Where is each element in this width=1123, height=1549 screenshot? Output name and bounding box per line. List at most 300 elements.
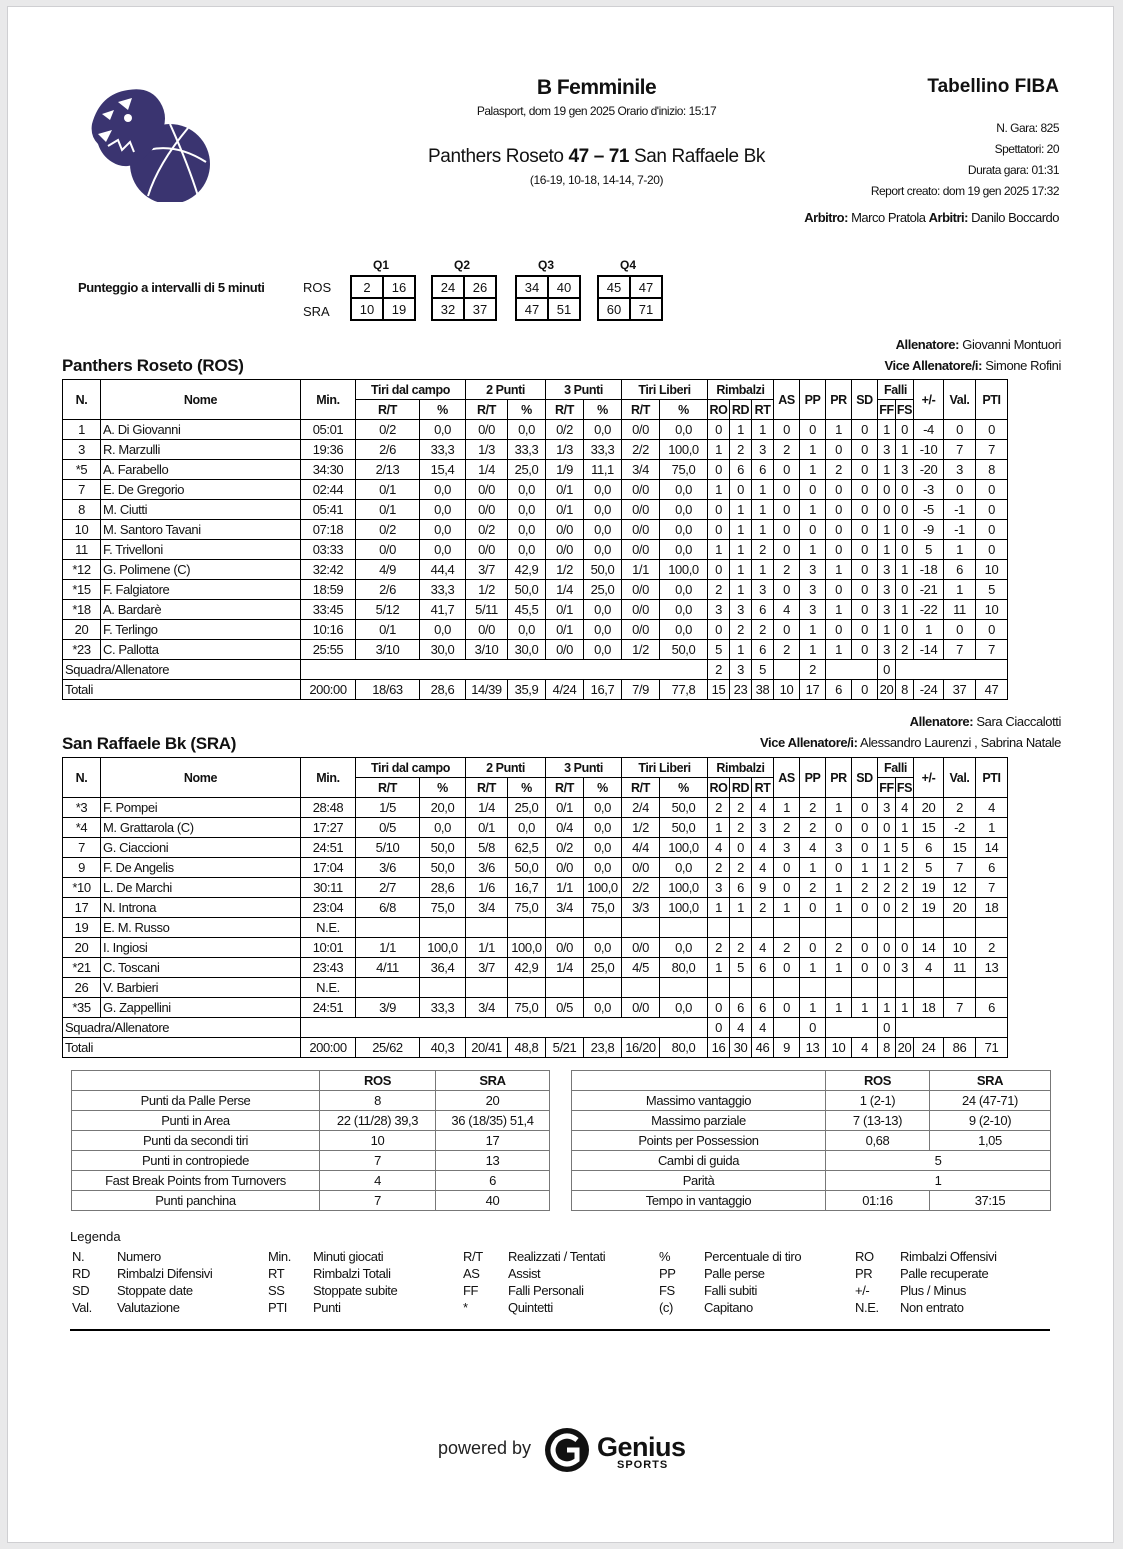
legend-key: Min.	[268, 1249, 291, 1264]
player-stat: 0/0	[622, 500, 660, 520]
player-stat: 1	[730, 420, 752, 440]
player-stat: 2	[730, 440, 752, 460]
player-stat: 0	[896, 938, 914, 958]
player-stat: 0/1	[466, 818, 508, 838]
player-name: C. Toscani	[101, 958, 301, 978]
player-number: *4	[63, 818, 101, 838]
header-steals: PR	[826, 758, 852, 798]
totals-stat: 35,9	[508, 680, 546, 700]
player-stat: 0/0	[546, 938, 584, 958]
venue-info: Palasport, dom 19 gen 2025 Orario d'inizio: 15:17	[476, 104, 717, 118]
player-stat: 3	[878, 798, 896, 818]
team-coach-row	[63, 660, 1008, 680]
player-stat: 2/7	[356, 878, 420, 898]
player-stat: 03:33	[301, 540, 356, 560]
player-stat: 2	[752, 620, 774, 640]
player-stat: -18	[914, 560, 944, 580]
game-duration: Durata gara: 01:31	[967, 163, 1059, 177]
player-stat: 14	[976, 838, 1008, 858]
player-stat: 1/5	[356, 798, 420, 818]
empty-cell	[878, 918, 896, 938]
stat-label: Fast Break Points from Turnovers	[72, 1171, 320, 1191]
player-name: A. Farabello	[101, 460, 301, 480]
interval-box	[431, 275, 497, 321]
player-number: 17	[63, 898, 101, 918]
player-name: F. Falgiatore	[101, 580, 301, 600]
player-stat: 1	[826, 420, 852, 440]
ros-coach	[896, 337, 1061, 352]
legend-description: Falli subiti	[704, 1283, 757, 1298]
header-sub-rt: R/T	[546, 400, 584, 420]
header-sub-pct: %	[508, 400, 546, 420]
player-stat: 6	[752, 958, 774, 978]
player-stat: 50,0	[420, 858, 466, 878]
player-stat: 0	[976, 500, 1008, 520]
player-stat: 1	[800, 460, 826, 480]
player-stat: 23:43	[301, 958, 356, 978]
player-stat: 1	[800, 540, 826, 560]
empty-cell	[914, 918, 944, 938]
player-stat: 1	[708, 898, 730, 918]
header-free-throws: Tiri Liberi	[622, 758, 708, 778]
player-name: F. Terlingo	[101, 620, 301, 640]
legend-description: Rimbalzi Offensivi	[900, 1249, 997, 1264]
totals-stat: 200:00	[301, 680, 356, 700]
empty-cell	[708, 978, 730, 998]
player-stat: 0,0	[660, 420, 708, 440]
interval-score: 40	[548, 276, 580, 298]
header-two-points: 2 Punti	[466, 758, 546, 778]
player-stat: 6	[730, 998, 752, 1018]
coach-label: Allenatore:	[895, 337, 960, 352]
player-stat: 0,0	[660, 480, 708, 500]
empty-cell	[896, 1018, 1008, 1038]
player-row	[63, 480, 1008, 500]
empty-cell	[622, 978, 660, 998]
player-stat: 4	[752, 938, 774, 958]
player-stat: 1/1	[546, 878, 584, 898]
header-steals: PR	[826, 380, 852, 420]
totals-stat: 4/24	[546, 680, 584, 700]
player-stat: 1	[708, 818, 730, 838]
interval-team-code: SRA	[303, 304, 330, 319]
player-stat: 0/0	[546, 858, 584, 878]
player-stat: -22	[914, 600, 944, 620]
player-stat: 15	[914, 818, 944, 838]
totals-stat: 4	[852, 1038, 878, 1058]
player-stat: 2	[708, 938, 730, 958]
legend-description: Minuti giocati	[313, 1249, 384, 1264]
game-stats-table	[571, 1070, 1051, 1211]
player-stat: 0	[896, 420, 914, 440]
player-stat: 1	[826, 878, 852, 898]
player-stat: 0	[852, 420, 878, 440]
player-stat: 2	[976, 938, 1008, 958]
game-stat-row	[572, 1191, 1051, 1211]
empty-cell	[752, 978, 774, 998]
empty-cell	[508, 918, 546, 938]
totals-stat: 8	[878, 1038, 896, 1058]
player-number: 10	[63, 520, 101, 540]
player-stat: 0,0	[420, 420, 466, 440]
legend-key: SD	[72, 1283, 90, 1298]
legend-description: Numero	[117, 1249, 161, 1264]
ros-boxscore-table	[62, 379, 1008, 700]
squad-rt: 5	[752, 660, 774, 680]
player-stat: 30,0	[508, 640, 546, 660]
player-stat: 2	[774, 640, 800, 660]
player-stat: 1	[752, 480, 774, 500]
player-stat: 100,0	[660, 838, 708, 858]
stat-label: Punti in contropiede	[72, 1151, 320, 1171]
player-stat: 3	[878, 440, 896, 460]
player-stat: 3	[800, 600, 826, 620]
player-number: *21	[63, 958, 101, 978]
header-sub-pct: %	[584, 400, 622, 420]
player-stat: 0	[826, 480, 852, 500]
player-stat: 19:36	[301, 440, 356, 460]
empty-cell	[976, 978, 1008, 998]
stat-value: 9 (2-10)	[930, 1111, 1051, 1131]
player-row	[63, 620, 1008, 640]
player-stat: 0,0	[584, 520, 622, 540]
player-stat: 2	[774, 560, 800, 580]
totals-stat: 40,3	[420, 1038, 466, 1058]
totals-stat: 30	[730, 1038, 752, 1058]
player-stat: 6	[976, 858, 1008, 878]
player-stat: 0	[774, 500, 800, 520]
player-number: *35	[63, 998, 101, 1018]
player-stat: 1	[896, 998, 914, 1018]
header-sub-rd: RD	[730, 400, 752, 420]
squad-ro: 0	[708, 1018, 730, 1038]
totals-stat: 20	[878, 680, 896, 700]
player-stat: 0,0	[584, 420, 622, 440]
header-sub-rt: R/T	[622, 778, 660, 798]
player-name: M. Ciutti	[101, 500, 301, 520]
empty-header	[572, 1071, 826, 1091]
header-sub-rd: RD	[730, 778, 752, 798]
player-stat: 100,0	[584, 878, 622, 898]
empty-cell	[800, 918, 826, 938]
player-stat: 1	[826, 600, 852, 620]
player-stat: 1	[800, 858, 826, 878]
legend-description: Assist	[508, 1266, 541, 1281]
player-stat: 33,3	[420, 580, 466, 600]
vice-coach-name: Simone Rofini	[985, 358, 1061, 373]
player-stat: 0,0	[584, 600, 622, 620]
stat-value: 1 (2-1)	[826, 1091, 930, 1111]
player-stat: 20	[944, 898, 976, 918]
player-name: E. M. Russo	[101, 918, 301, 938]
player-stat: 0/2	[466, 520, 508, 540]
empty-cell	[660, 978, 708, 998]
stat-value: 01:16	[826, 1191, 930, 1211]
player-row	[63, 440, 1008, 460]
header-points: PTI	[976, 758, 1008, 798]
player-stat: 3	[752, 440, 774, 460]
stat-value: 1,05	[930, 1131, 1051, 1151]
interval-score: 32	[432, 298, 464, 320]
legend-key: PP	[659, 1266, 676, 1281]
sra-boxscore-table	[62, 757, 1008, 1058]
divider	[70, 1329, 1050, 1331]
empty-cell	[466, 978, 508, 998]
totals-stat: 71	[976, 1038, 1008, 1058]
player-number: 19	[63, 918, 101, 938]
empty-cell	[774, 978, 800, 998]
player-number: *5	[63, 460, 101, 480]
player-stat: 0	[852, 460, 878, 480]
player-stat: 02:44	[301, 480, 356, 500]
player-stat: 0	[774, 998, 800, 1018]
player-stat: 0/0	[356, 540, 420, 560]
empty-header	[72, 1071, 320, 1091]
legend-description: Falli Personali	[508, 1283, 584, 1298]
game-meta	[871, 118, 1059, 202]
header-blocks: SD	[852, 758, 878, 798]
player-stat: 0/0	[622, 580, 660, 600]
player-stat: 0/0	[466, 420, 508, 440]
interval-box	[597, 275, 663, 321]
empty-cell	[800, 978, 826, 998]
interval-quarter-label: Q4	[619, 258, 636, 272]
player-stat: 0	[730, 480, 752, 500]
player-stat: 1	[708, 480, 730, 500]
legend-key: RD	[72, 1266, 90, 1281]
player-stat: 0,0	[508, 480, 546, 500]
player-stat: 0	[800, 480, 826, 500]
player-name: F. Pompei	[101, 798, 301, 818]
player-stat: 0	[878, 958, 896, 978]
player-stat: 11	[944, 600, 976, 620]
header-plus-minus: +/-	[914, 758, 944, 798]
header-sub-ff: FF	[878, 778, 896, 798]
legend-description: Rimbalzi Totali	[313, 1266, 391, 1281]
interval-score: 51	[548, 298, 580, 320]
player-row	[63, 460, 1008, 480]
player-stat: 25,0	[508, 460, 546, 480]
stat-value: 36 (18/35) 51,4	[436, 1111, 550, 1131]
player-stat: 50,0	[660, 818, 708, 838]
player-stat: 3	[708, 878, 730, 898]
player-stat: 1	[730, 540, 752, 560]
player-stat: 2/13	[356, 460, 420, 480]
player-stat: 0/0	[622, 998, 660, 1018]
vice-coach-label: Vice Allenatore/i:	[759, 735, 858, 750]
player-name: E. De Gregorio	[101, 480, 301, 500]
totals-stat: 80,0	[660, 1038, 708, 1058]
player-row	[63, 978, 1008, 998]
totals-stat: 15	[708, 680, 730, 700]
player-stat: 2/4	[622, 798, 660, 818]
stat-label: Punti da Palle Perse	[72, 1091, 320, 1111]
player-stat: 1	[826, 640, 852, 660]
player-stat: 4	[800, 838, 826, 858]
totals-stat: 38	[752, 680, 774, 700]
player-number: 8	[63, 500, 101, 520]
stat-label: Points per Possession	[572, 1131, 826, 1151]
team-stat-row	[72, 1091, 550, 1111]
player-stat: 6/8	[356, 898, 420, 918]
legend-key: FF	[463, 1283, 479, 1298]
empty-cell	[466, 918, 508, 938]
team-coach-row	[63, 1018, 1008, 1038]
player-stat: 19	[914, 898, 944, 918]
totals-stat: 48,8	[508, 1038, 546, 1058]
player-stat: 6	[752, 640, 774, 660]
header-field-goals: Tiri dal campo	[356, 758, 466, 778]
player-stat: 0	[774, 958, 800, 978]
player-stat: 75,0	[584, 898, 622, 918]
stat-label: Parità	[572, 1171, 826, 1191]
sra-team-name: San Raffaele Bk (SRA)	[62, 734, 237, 753]
player-number: 9	[63, 858, 101, 878]
player-stat: 2/2	[622, 878, 660, 898]
player-stat: 0	[944, 420, 976, 440]
player-stat: 1/2	[546, 560, 584, 580]
player-stat: 2	[878, 878, 896, 898]
header-sub-fs: FS	[896, 778, 914, 798]
totals-stat: 20	[896, 1038, 914, 1058]
player-stat: 0	[852, 620, 878, 640]
player-stat: 20	[914, 798, 944, 818]
header-plus-minus: +/-	[914, 380, 944, 420]
player-stat: 05:01	[301, 420, 356, 440]
player-stat: 0	[878, 898, 896, 918]
home-score: 47	[568, 146, 589, 167]
player-number: 1	[63, 420, 101, 440]
totals-stat: 23	[730, 680, 752, 700]
player-stat: 10:01	[301, 938, 356, 958]
genius-brand: Genius	[597, 1432, 686, 1462]
player-stat: 1/4	[546, 580, 584, 600]
player-stat: 2	[800, 818, 826, 838]
player-stat: 1	[730, 560, 752, 580]
player-stat: 0	[896, 520, 914, 540]
player-stat: 0/0	[466, 540, 508, 560]
empty-cell	[878, 978, 896, 998]
legend-key: SS	[268, 1283, 285, 1298]
player-stat: 0/1	[356, 480, 420, 500]
legend-key: AS	[463, 1266, 480, 1281]
interval-team-code: ROS	[303, 280, 332, 295]
sra-coach	[910, 714, 1061, 729]
player-stat: -1	[944, 500, 976, 520]
header-rebounds: Rimbalzi	[708, 380, 774, 400]
player-row	[63, 858, 1008, 878]
interval-quarter-label: Q2	[453, 258, 470, 272]
player-stat: 0	[708, 560, 730, 580]
legend-description: Quintetti	[508, 1300, 553, 1315]
player-stat: 0	[774, 620, 800, 640]
player-stat: 0/0	[622, 600, 660, 620]
player-stat: 0,0	[584, 620, 622, 640]
player-stat: 4	[774, 600, 800, 620]
document-type: Tabellino FIBA	[927, 76, 1059, 97]
player-stat: 0,0	[420, 620, 466, 640]
player-stat: 17:27	[301, 818, 356, 838]
player-stat: 3	[730, 600, 752, 620]
totals-stat: 25/62	[356, 1038, 420, 1058]
legend-description: Capitano	[704, 1300, 753, 1315]
empty-cell	[420, 918, 466, 938]
stat-value: 20	[436, 1091, 550, 1111]
player-stat: 17:04	[301, 858, 356, 878]
player-stat: 2	[730, 798, 752, 818]
totals-stat: 0	[852, 680, 878, 700]
empty-cell	[584, 918, 622, 938]
empty-cell	[622, 918, 660, 938]
player-stat: 0,0	[508, 520, 546, 540]
totals-row	[63, 680, 1008, 700]
coach-label: Allenatore:	[909, 714, 974, 729]
player-stat: 1	[800, 640, 826, 660]
player-stat: 1	[800, 998, 826, 1018]
empty-cell	[752, 918, 774, 938]
player-stat: 0,0	[508, 620, 546, 640]
header-sub-rtt: RT	[752, 400, 774, 420]
player-stat: 0,0	[508, 818, 546, 838]
stat-value: 40	[436, 1191, 550, 1211]
player-stat: -3	[914, 480, 944, 500]
player-stat: 3	[896, 460, 914, 480]
totals-stat: 86	[944, 1038, 976, 1058]
player-stat: 6	[730, 878, 752, 898]
player-stat: 25,0	[584, 580, 622, 600]
player-stat: 0	[852, 798, 878, 818]
player-stat: 2	[730, 938, 752, 958]
player-stat: 2	[826, 460, 852, 480]
player-name: G. Zappellini	[101, 998, 301, 1018]
player-stat: 3/3	[622, 898, 660, 918]
player-stat: 1	[800, 620, 826, 640]
player-stat: 4	[914, 958, 944, 978]
header-sub-rt: R/T	[466, 778, 508, 798]
header-sub-rt: R/T	[356, 400, 420, 420]
legend-description: Palle perse	[704, 1266, 765, 1281]
player-stat: 0,0	[584, 480, 622, 500]
player-stat: 2/2	[622, 440, 660, 460]
empty-cell	[896, 978, 914, 998]
player-stat: 0	[826, 520, 852, 540]
player-stat: 0,0	[584, 938, 622, 958]
empty-cell	[708, 918, 730, 938]
player-stat: 0	[852, 640, 878, 660]
player-stat: 62,5	[508, 838, 546, 858]
player-stat: 4/11	[356, 958, 420, 978]
player-stat: 1	[878, 540, 896, 560]
player-stat: 28,6	[420, 878, 466, 898]
player-stat: 100,0	[660, 440, 708, 460]
player-stat: 0,0	[584, 998, 622, 1018]
player-stat: 6	[914, 838, 944, 858]
header-turnovers: PP	[800, 758, 826, 798]
empty-cell	[546, 918, 584, 938]
column-ros: ROS	[826, 1071, 930, 1091]
player-stat: 10:16	[301, 620, 356, 640]
player-stat: 50,0	[584, 560, 622, 580]
player-stat: 1	[826, 998, 852, 1018]
referees	[804, 210, 1059, 225]
sra-vice-coach	[760, 735, 1061, 750]
player-stat: 6	[752, 460, 774, 480]
player-stat: 1	[774, 798, 800, 818]
stat-value: 22 (11/28) 39,3	[320, 1111, 436, 1131]
player-stat: 2	[774, 938, 800, 958]
player-stat: 0/5	[356, 818, 420, 838]
player-stat: 1/1	[356, 938, 420, 958]
